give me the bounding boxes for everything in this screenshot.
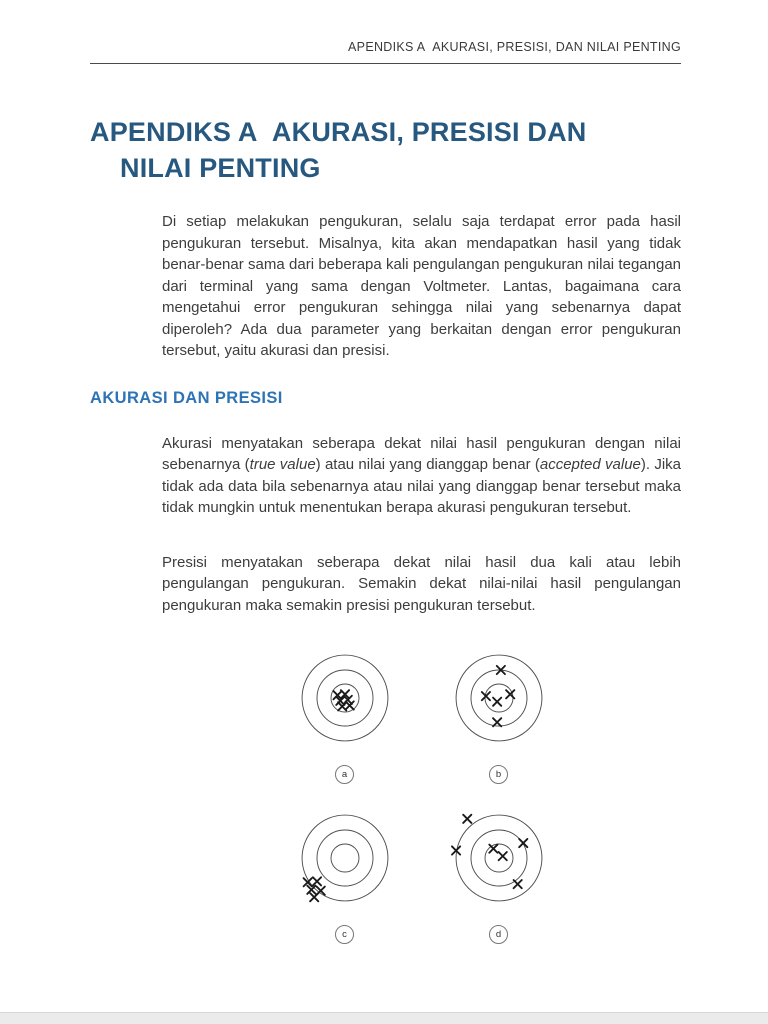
target-figure-d: [429, 802, 569, 944]
target-diagram-a: [289, 642, 401, 754]
precision-paragraph: Presisi menyatakan seberapa dekat nilai hasil dua kali atau lebih pengulangan pengukuran. Semakin dekat nilai-nilai hasil pengulangan pengukuran maka semakin presisi pengukuran tersebut.: [162, 553, 681, 614]
italic-term: true value: [249, 456, 316, 473]
text-segment: Akurasi menyatakan seberapa dekat nilai hasil pengukuran dengan nilai sebenarnya (: [162, 434, 681, 473]
italic-term: accepted value: [539, 456, 641, 473]
figure-label-c: c: [335, 925, 354, 944]
page-bottom-edge: [0, 1012, 768, 1024]
section-heading: AKURASI DAN PRESISI: [90, 388, 283, 407]
target-figure-b: [429, 642, 569, 784]
title-line-1: APENDIKS A AKURASI, PRESISI DAN: [90, 117, 587, 147]
target-diagram-d: [443, 802, 555, 914]
target-figure-a: [275, 642, 415, 784]
intro-paragraph: Di setiap melakukan pengukuran, selalu saja terdapat error pada hasil pengukuran tersebut. Misalnya, kita akan mendapatkan hasil yang tidak benar-benar sama dari beberapa kali pengulangan pengukuran nilai tegangan dari terminal yang sama dengan Voltmeter. Lantas, bagaimana cara mengetahui error pengukuran sehingga nilai yang sebenarnya dapat diperoleh? Ada dua parameter yang berkaitan dengan error pengukuran tersebut, yaitu akurasi dan presisi.: [162, 213, 681, 359]
figure-label-a: a: [335, 765, 354, 784]
accuracy-paragraph: [162, 433, 681, 519]
title-line-2: NILAI PENTING: [120, 153, 321, 183]
page-title: [90, 114, 681, 186]
figure-label-d: d: [489, 925, 508, 944]
figure-label-b: b: [489, 765, 508, 784]
header-divider: [90, 63, 681, 64]
target-diagram-c: [289, 802, 401, 914]
target-figure-c: [275, 802, 415, 944]
target-figures: [162, 642, 681, 944]
text-segment: ). Jika tidak ada data bila sebenarnya atau nilai yang dianggap benar tersebut maka tidak mungkin untuk menentukan berapa akurasi pengukuran tersebut.: [162, 456, 682, 516]
text-segment: ) atau nilai yang dianggap benar (: [315, 456, 540, 473]
target-diagram-b: [443, 642, 555, 754]
page-header: APENDIKS A AKURASI, PRESISI, DAN NILAI PENTING: [348, 40, 681, 54]
